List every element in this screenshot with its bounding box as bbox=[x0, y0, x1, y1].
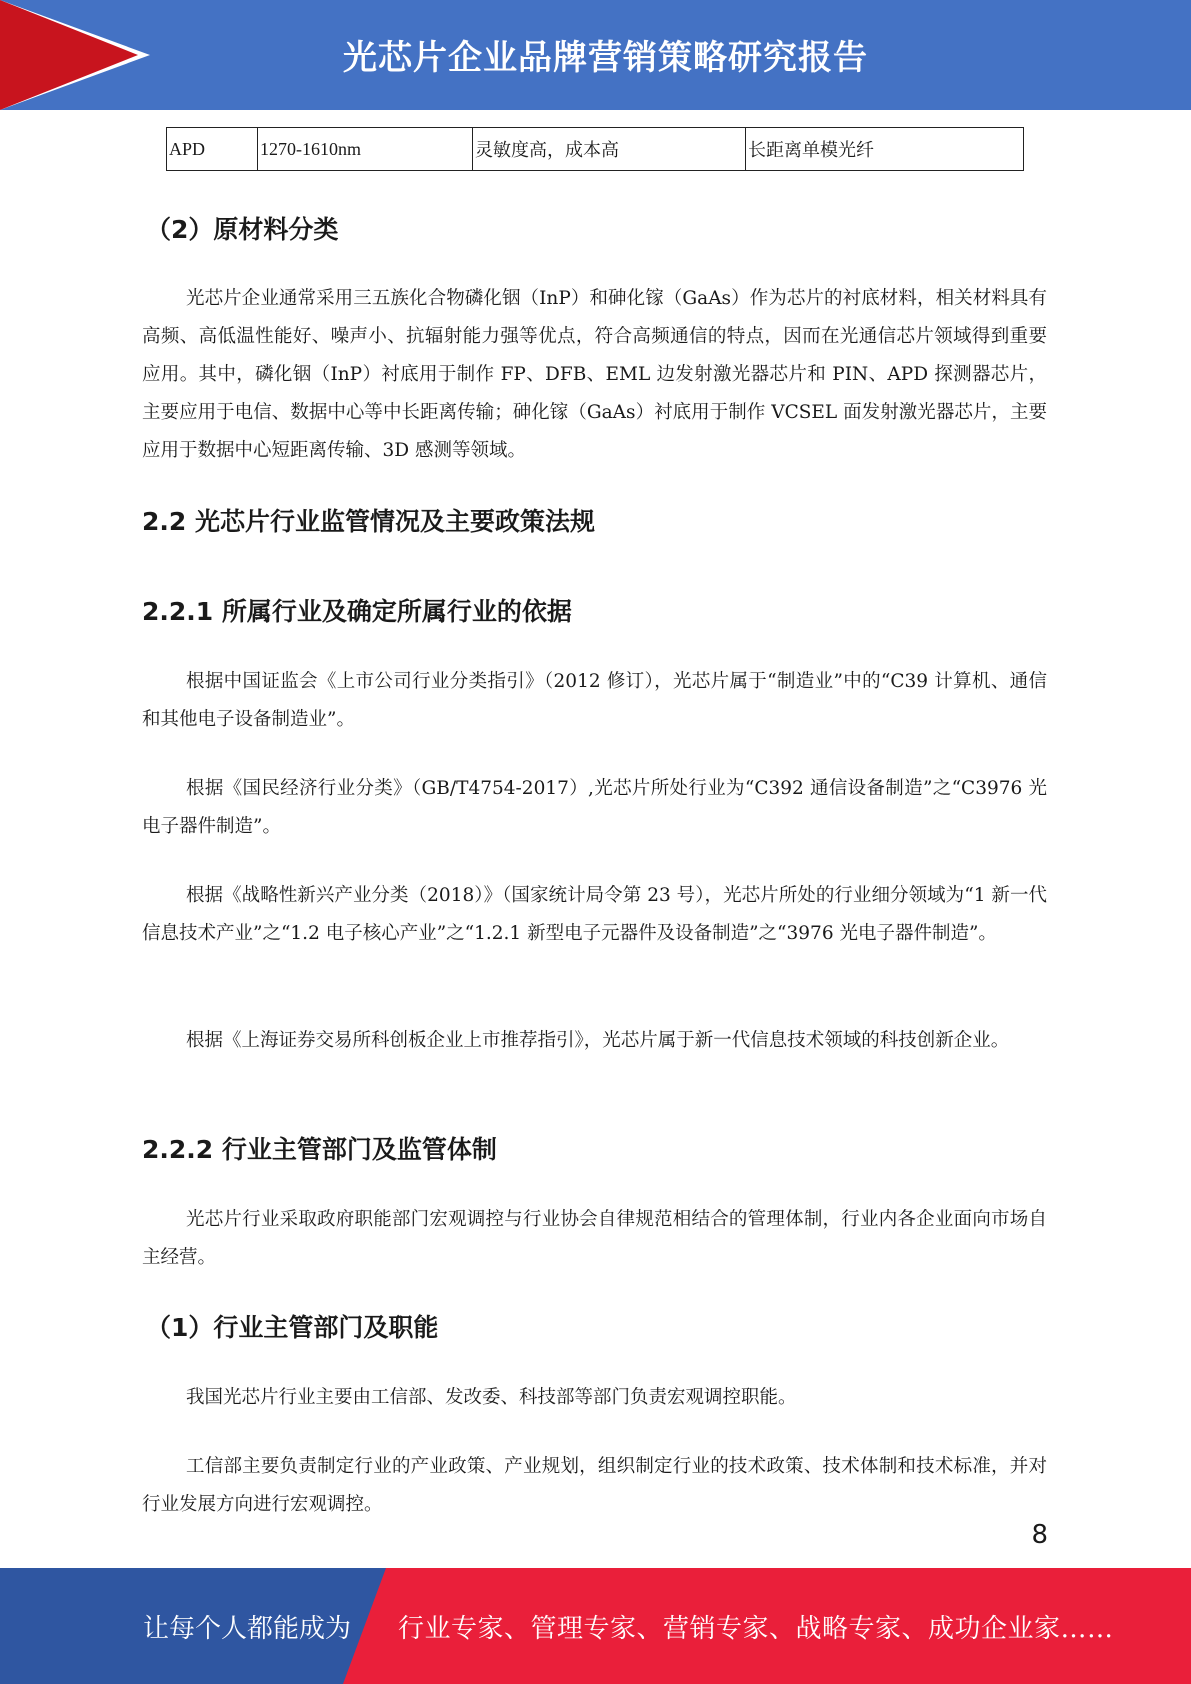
table-cell: 1270-1610nm bbox=[258, 128, 473, 171]
dept-paragraph-2: 工信部主要负责制定行业的产业政策、产业规划，组织制定行业的技术政策、技术体制和技术标准，并对行业发展方向进行宏观调控。 bbox=[142, 1456, 1047, 1515]
footer-slogan-right: 行业专家、管理专家、营销专家、战略专家、成功企业家…… bbox=[398, 1614, 1114, 1644]
report-title: 光芯片企业品牌营销策略研究报告 bbox=[343, 38, 868, 78]
footer-slogan-left: 让每个人都能成为 bbox=[143, 1614, 352, 1644]
page-number: 8 bbox=[1031, 1520, 1048, 1550]
dept-paragraph-1: 我国光芯片行业主要由工信部、发改委、科技部等部门负责宏观调控职能。 bbox=[186, 1387, 797, 1408]
table-cell: 长距离单模光纤 bbox=[746, 128, 1024, 171]
section-2-2-2-heading: 2.2.2 行业主管部门及监管体制 bbox=[142, 1135, 497, 1164]
section-2-2-1-paragraph-4: 根据《上海证券交易所科创板企业上市推荐指引》，光芯片属于新一代信息技术领域的科技创新企业。 bbox=[186, 1030, 1010, 1051]
section-2-2-1-paragraph-2: 根据《国民经济行业分类》（GB/T4754-2017）,光芯片所处行业为“C392 通信设备制造”之“C3976 光电子器件制造”。 bbox=[142, 778, 1047, 837]
section-2-2-heading: 2.2 光芯片行业监管情况及主要政策法规 bbox=[142, 507, 595, 536]
table-cell: APD bbox=[167, 128, 258, 171]
spec-table bbox=[166, 127, 1024, 171]
page-header bbox=[0, 0, 1191, 110]
section-2-2-1-paragraph-3: 根据《战略性新兴产业分类（2018）》（国家统计局令第 23 号），光芯片所处的行业细分领域为“1 新一代信息技术产业”之“1.2 电子核心产业”之“1.2.1 新型电子元器件及设备制造”之“3976 光电子器件制造”。 bbox=[142, 885, 1047, 944]
section-2-2-1-paragraph-1: 根据中国证监会《上市公司行业分类指引》（2012 修订），光芯片属于“制造业”中的“C39 计算机、通信和其他电子设备制造业”。 bbox=[142, 671, 1047, 730]
page-footer bbox=[0, 1568, 1191, 1684]
table-row bbox=[167, 128, 1024, 171]
table-cell: 灵敏度高，成本高 bbox=[473, 128, 746, 171]
raw-materials-paragraph: 光芯片企业通常采用三五族化合物磷化铟（InP）和砷化镓（GaAs）作为芯片的衬底材料，相关材料具有高频、高低温性能好、噪声小、抗辐射能力强等优点，符合高频通信的特点，因而在光通信芯片领域得到重要应用。其中，磷化铟（InP）衬底用于制作 FP、DFB、EML 边发射激光器芯片和 PIN、APD 探测器芯片，主要应用于电信、数据中心等中长距离传输；砷化镓（GaAs）衬底用于制作 VCSEL 面发射激光器芯片，主要应用于数据中心短距离传输、3D 感测等领域。 bbox=[142, 288, 1047, 461]
section-2-2-2-paragraph: 光芯片行业采取政府职能部门宏观调控与行业协会自律规范相结合的管理体制，行业内各企业面向市场自主经营。 bbox=[142, 1209, 1047, 1268]
raw-materials-heading: （2）原材料分类 bbox=[146, 215, 339, 244]
dept-heading: （1）行业主管部门及职能 bbox=[146, 1313, 439, 1342]
section-2-2-1-heading: 2.2.1 所属行业及确定所属行业的依据 bbox=[142, 597, 572, 626]
